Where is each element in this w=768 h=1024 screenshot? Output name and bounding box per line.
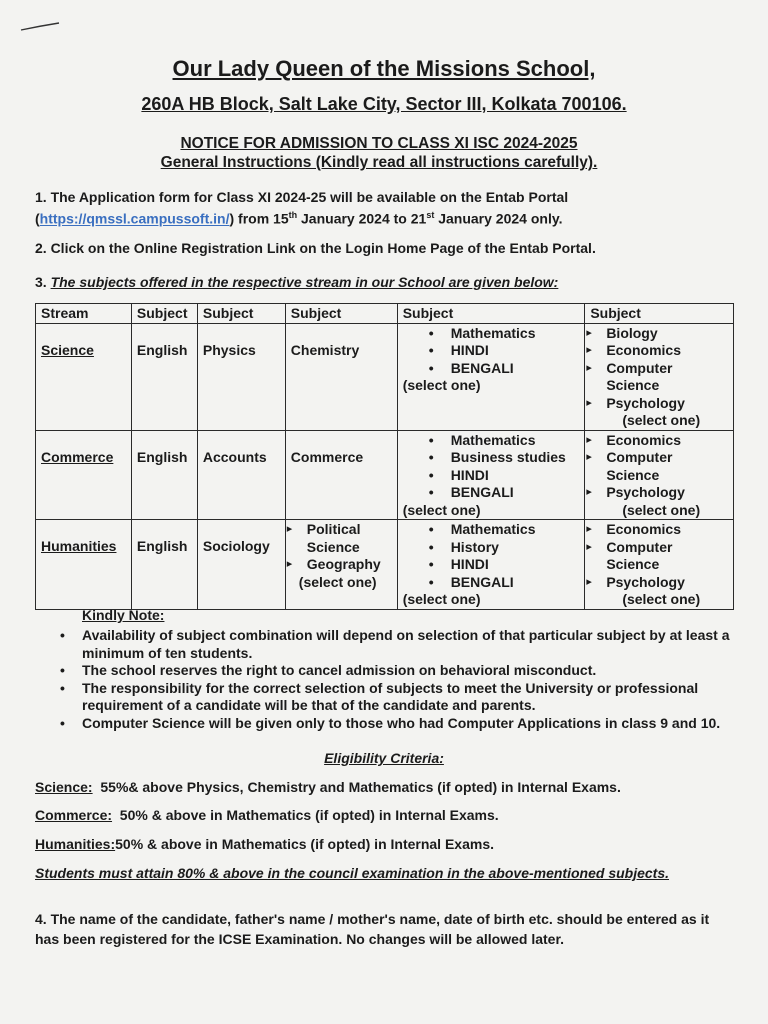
- list-item: • The responsibility for the correct selection of subjects to meet the University or professional requirement of a candidate will be that of the candidate and parents.: [58, 680, 738, 715]
- humanities-optional-group-2: [397, 520, 585, 610]
- select-one-note: (select one): [622, 501, 701, 518]
- subject-physics: Physics: [197, 323, 285, 430]
- council-note-text: Students must attain 80% & above in the council examination in the above-mentioned subjects.: [35, 865, 670, 881]
- council-note: [35, 864, 695, 882]
- instruction-1-line1: 1. The Application form for Class XI 2024-25 will be available on the Entab Portal: [35, 189, 569, 205]
- header-subject: Subject: [285, 304, 397, 324]
- instruction-3-number: 3.: [35, 274, 51, 290]
- instruction-2: 2. Click on the Online Registration Link on the Login Home Page of the Entab Portal.: [35, 240, 596, 256]
- table-row-science: [36, 323, 734, 430]
- list-item: ▸ Economics: [590, 521, 728, 539]
- list-item: • The school reserves the right to cancel admission on behavioral misconduct.: [58, 662, 738, 680]
- list-item: • Mathematics: [403, 521, 580, 539]
- select-one-note: (select one): [402, 501, 481, 518]
- select-one-note: (select one): [402, 377, 481, 393]
- list-item: • HINDI: [403, 467, 580, 485]
- list-item: • Business studies: [403, 449, 580, 467]
- commerce-label: Commerce:: [35, 807, 113, 823]
- table-row-humanities: [36, 520, 734, 610]
- list-item: • HINDI: [403, 342, 580, 360]
- list-item: • HINDI: [403, 556, 580, 574]
- commerce-criteria: 50% & above in Mathematics (if opted) in Internal Exams.: [112, 807, 499, 823]
- subject-sociology: Sociology: [197, 520, 285, 610]
- list-item: ▸ Biology: [590, 325, 728, 343]
- subject-english: English: [131, 520, 197, 610]
- science-label: Science:: [35, 779, 93, 795]
- table-header-row: [36, 304, 734, 324]
- header-subject: Subject: [585, 304, 734, 324]
- eligibility-science: [35, 778, 735, 796]
- list-item: ▸ Psychology: [590, 484, 728, 502]
- list-item: • BENGALI: [403, 360, 580, 378]
- ordinal-sup: th: [288, 210, 298, 220]
- select-one-note: (select one): [622, 412, 701, 428]
- list-item: • Mathematics: [403, 432, 580, 450]
- stream-commerce: Commerce: [41, 448, 114, 465]
- commerce-optional-group-1: [397, 430, 585, 520]
- list-item: ▸ Computer Science: [590, 360, 728, 395]
- list-item: • Computer Science will be given only to those who had Computer Applications in class 9 and 10.: [58, 715, 738, 733]
- table-row-commerce: [36, 430, 734, 520]
- list-item: ▸ Political Science: [291, 521, 392, 556]
- notice-subtitle: General Instructions (Kindly read all instructions carefully).: [160, 154, 598, 171]
- instruction-1-mid: January 2024 to 21: [297, 210, 427, 227]
- eligibility-heading: [0, 750, 768, 766]
- humanities-criteria: 50% & above in Mathematics (if opted) in Internal Exams.: [115, 836, 494, 852]
- list-item: ▸ Psychology: [590, 574, 728, 592]
- list-item: ▸ Geography: [291, 556, 392, 574]
- list-item: ▸ Psychology: [590, 395, 728, 413]
- list-item: • History: [403, 539, 580, 557]
- list-item: ▸ Economics: [590, 342, 728, 360]
- list-item: • Availability of subject combination will depend on selection of that particular subject by at least a minimum of ten students.: [58, 627, 738, 662]
- kindly-note-heading: Kindly Note:: [82, 607, 165, 623]
- kindly-note-list: [58, 627, 738, 732]
- school-name: Our Lady Queen of the Missions School,: [172, 56, 596, 81]
- list-item: • BENGALI: [403, 574, 580, 592]
- list-item: • BENGALI: [403, 484, 580, 502]
- subject-english: English: [131, 323, 197, 430]
- instruction-1-from: from 15: [234, 210, 289, 227]
- header-subject: Subject: [131, 304, 197, 324]
- humanities-optional-group-1: [285, 520, 397, 610]
- list-item: ▸ Economics: [590, 432, 728, 450]
- subject-accounts: Accounts: [197, 430, 285, 520]
- select-one-note: (select one): [622, 591, 701, 607]
- header-stream: Stream: [36, 304, 132, 324]
- science-criteria: 55%& above Physics, Chemistry and Mathematics (if opted) in Internal Exams.: [92, 779, 621, 795]
- humanities-label: Humanities:: [35, 836, 116, 852]
- instruction-3-text: The subjects offered in the respective stream in our School are given below:: [50, 274, 559, 290]
- header-subject: Subject: [397, 304, 585, 324]
- stream-humanities: Humanities: [41, 538, 117, 554]
- list-item: ▸ Computer Science: [590, 449, 728, 484]
- subject-commerce: Commerce: [285, 430, 397, 520]
- school-address: 260A HB Block, Salt Lake City, Sector III, Kolkata 700106.: [141, 94, 627, 114]
- notice-title: NOTICE FOR ADMISSION TO CLASS XI ISC 2024-2025: [180, 135, 578, 152]
- subject-english: English: [131, 430, 197, 520]
- science-optional-group-2: [585, 323, 734, 430]
- instruction-4: 4. The name of the candidate, father's name / mother's name, date of birth etc. should be entered as it has been registered for the ICSE Examination. No changes will be allowed later.: [35, 911, 710, 947]
- instruction-3: [35, 273, 735, 291]
- eligibility-humanities: [35, 835, 735, 853]
- science-optional-group-1: [397, 323, 585, 430]
- select-one-note: (select one): [402, 591, 481, 607]
- entab-portal-link[interactable]: https://qmssl.campussoft.in/: [39, 210, 230, 227]
- instruction-1: 1. The Application form for Class XI 2024-25 will be available on the Entab Portal (https://qmssl.campussoft.in/) from 15th January 2024 to 21st January 2024 only.: [35, 189, 569, 227]
- pen-stroke-mark: [20, 22, 60, 32]
- header-subject: Subject: [197, 304, 285, 324]
- select-one-note: (select one): [298, 573, 377, 590]
- ordinal-sup: st: [426, 210, 435, 220]
- subjects-table: [35, 303, 734, 610]
- stream-science: Science: [41, 341, 94, 358]
- commerce-optional-group-2: [585, 430, 734, 520]
- humanities-optional-group-3: [585, 520, 734, 610]
- eligibility-heading-text: Eligibility Criteria:: [324, 750, 444, 766]
- eligibility-commerce: [35, 806, 735, 824]
- subject-chemistry: Chemistry: [285, 323, 397, 430]
- list-item: ▸ Computer Science: [590, 539, 728, 574]
- list-item: • Mathematics: [403, 325, 580, 343]
- instruction-1-end: January 2024 only.: [434, 210, 563, 227]
